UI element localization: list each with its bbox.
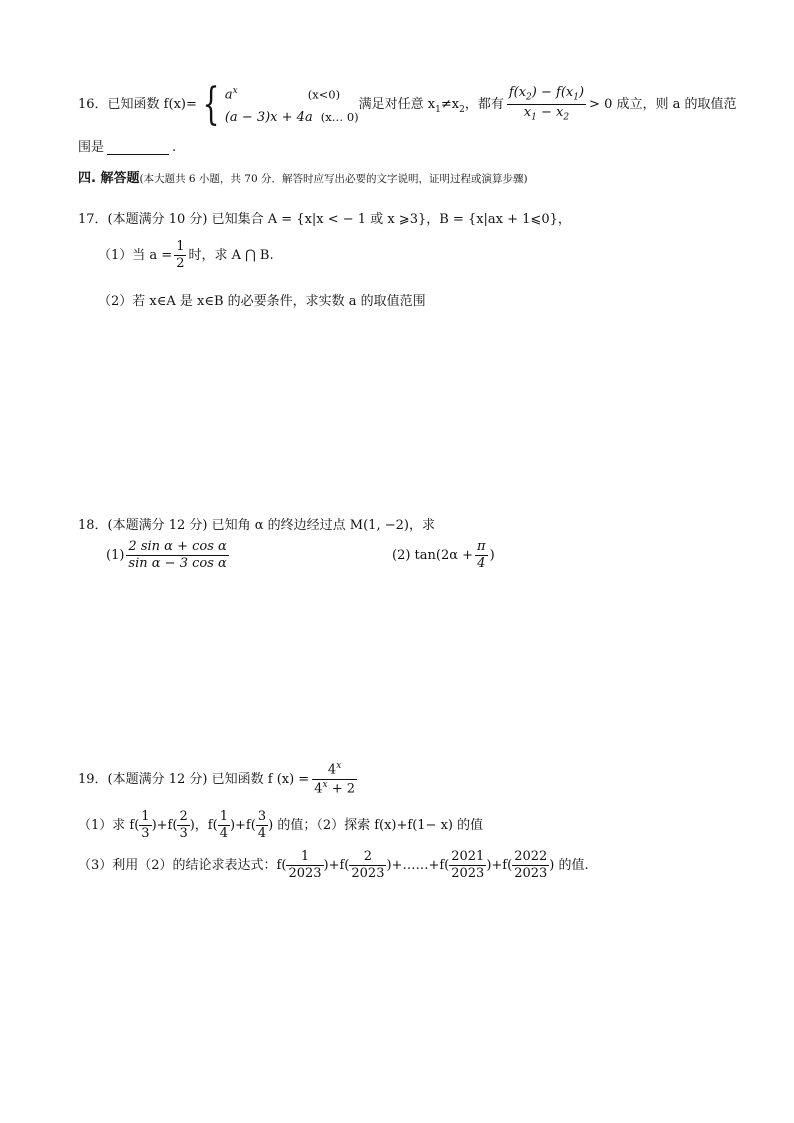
q16-lead: 已知函数 f(x)=	[107, 97, 197, 113]
q18-fraction-1: $\frac{\text{2 sin α + cos α}}{\text{sin α − 3 cos α}}$	[128, 538, 227, 571]
q18-pi-fraction: $\frac{\pi}{4}$	[477, 538, 486, 571]
q17-head: 17．(本题满分 10 分) 已知集合 A = {x|x < − 1 或 x ⩾3}，B = {x|ax + 1⩽0}，	[78, 212, 571, 227]
q18-part-2: (2) tan(2α + $\frac{\pi}{4}$ )	[392, 538, 495, 571]
fraction-1-3: $\frac{1}{3}$	[141, 808, 150, 841]
q19-function-fraction: $\frac{4^x}{4^x + 2}$	[314, 761, 355, 797]
fraction-2-3: $\frac{2}{3}$	[179, 808, 188, 841]
fraction-1-4: $\frac{1}{4}$	[219, 808, 228, 841]
q19-head: 19．(本题满分 12 分) 已知函数 f (x) = $\frac{4^x}{4^x + 2}$	[78, 761, 355, 797]
q16-brace: {	[202, 78, 220, 130]
q17-half-fraction: $\frac{1}{2}$	[176, 238, 185, 271]
q16-number: 16．	[78, 97, 108, 113]
q17-part-1: （1）当 a = $\frac{1}{2}$ 时，求 A ⋂ B.	[98, 238, 274, 271]
q16-mid-a: 满足对任意 x	[358, 97, 436, 113]
q18-part-1: (1) $\frac{\text{2 sin α + cos α}}{\text{sin α − 3 cos α}}$	[106, 538, 227, 571]
q16-tail: > 0 成立，则 a 的取值范	[589, 97, 737, 113]
fraction-2-2023: $\frac{2}{2023}$	[351, 848, 385, 881]
fraction-1-2023: $\frac{1}{2023}$	[288, 848, 322, 881]
q17-part-2: （2）若 x∈A 是 x∈B 的必要条件，求实数 a 的取值范围	[98, 294, 426, 309]
q19-part-1-2: （1）求 f( $\frac{1}{3}$ )+f( $\frac{2}{3}$ )，f( $\frac{1}{4}$ )+f( $\frac{3}{4}$ ) 的值；（2）探索 f(x)+f(1− x) 的值	[78, 808, 484, 841]
q16-fraction: $\frac{f(x_2) - f(x_1)}{x_1 - x_2}$	[508, 85, 585, 123]
q16-cases: $a^x$ (x<0) (a − 3)x + 4a (x… 0)	[224, 86, 359, 126]
fraction-2021-2023: $\frac{2021}{2023}$	[451, 848, 485, 881]
section-4-header	[78, 167, 528, 186]
q19-part-3: （3）利用（2）的结论求表达式：f( $\frac{1}{2023}$ )+f( $\frac{2}{2023}$ )+……+f( $\frac{2021}{2023}$ )+f( $\frac{2022}{2023}$ ) 的值.	[78, 848, 589, 881]
fraction-3-4: $\frac{3}{4}$	[257, 808, 267, 841]
question-16-line2: 围是 .	[78, 140, 177, 155]
question-16: 16．已知函数 f(x)= { $a^x$ (x<0) (a − 3)x + 4a (x… 0) 满足对任意 $x_1\ne x_2$，都有 $\frac{f(x_2) - f(x_1)}{x_1 - x_2}$ > 0 成立，则 a 的取值范	[78, 78, 737, 130]
fraction-2022-2023: $\frac{2022}{2023}$	[514, 848, 548, 881]
answer-blank[interactable]	[107, 141, 169, 155]
section-4-title: 四. 解答题	[78, 171, 140, 186]
section-4-note: (本大题共 6 小题，共 70 分．解答时应写出必要的文字说明，证明过程或演算步骤)	[139, 173, 528, 185]
q18-head: 18．(本题满分 12 分) 已知角 α 的终边经过点 M(1, −2)，求	[78, 518, 435, 533]
